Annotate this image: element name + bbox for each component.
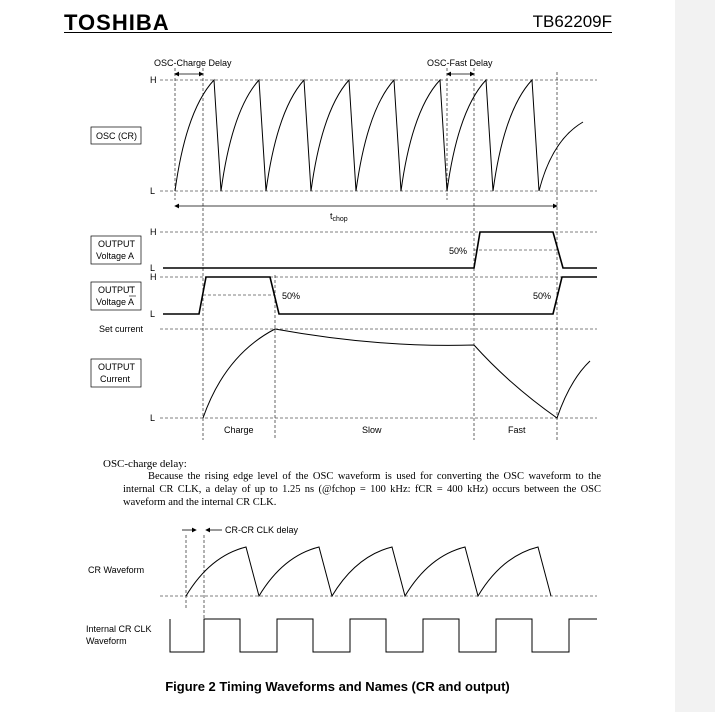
vertical-markers [175,68,557,440]
right-margin-panel [675,0,715,712]
osc-fast-delay-label: OSC-Fast Delay [427,58,493,68]
current-level-l: L [150,413,156,423]
toshiba-logo: TOSHIBA [64,10,170,35]
output-current-waveform [203,329,590,418]
vabar-50-left-label: 50% [282,291,301,301]
vabar-level-h: H [150,272,157,282]
va-50-label: 50% [449,246,468,256]
clk-label-line1: Internal CR CLK [86,624,152,634]
tchop-label: $t_{chop}$ [330,211,348,223]
cr-waveform [186,547,551,596]
cr-vertical-markers [186,535,204,620]
vabar-level-l: L [150,309,156,319]
set-current-label: Set current [99,324,144,334]
output-voltage-a-line2: Voltage A [96,251,135,261]
output-voltage-a-line1: OUTPUT [98,239,135,249]
phase-slow: Slow [362,425,382,435]
cr-delay-label: CR-CR CLK delay [225,525,299,535]
internal-cr-clk-waveform [170,619,597,652]
osc-cr-label: OSC (CR) [96,131,137,141]
va-level-h: H [150,227,157,237]
phase-fast: Fast [508,425,526,435]
figure-caption: Figure 2 Timing Waveforms and Names (CR and output) [165,679,510,694]
output-current-line2: Current [100,374,131,384]
osc-level-h: H [150,75,157,85]
document-id: TB62209F [532,12,612,31]
vabar-50-right-label: 50% [533,291,552,301]
osc-charge-delay-label: OSC-Charge Delay [154,58,232,68]
osc-level-guides [160,80,597,191]
phase-charge: Charge [224,425,254,435]
osc-waveform [175,80,583,191]
osc-level-l: L [150,186,156,196]
va-level-l: L [150,263,156,273]
cr-waveform-label: CR Waveform [88,565,145,575]
clk-label-line2: Waveform [86,636,127,646]
output-voltage-abar-line1: OUTPUT [98,285,135,295]
output-current-line1: OUTPUT [98,362,135,372]
output-voltage-abar-line2: Voltage A [96,297,135,307]
note-title: OSC-charge delay: [103,458,187,470]
note-body: Because the rising edge level of the OSC waveform is used for converting the OSC waveform to the internal CR CLK, a delay of up to 1.25 ns (@fchop = 100 kHz: fCR = 400 kHz) occurs between the OSC waveform and the internal CR CLK. [123,471,601,508]
output-voltage-abar-waveform [163,277,597,314]
